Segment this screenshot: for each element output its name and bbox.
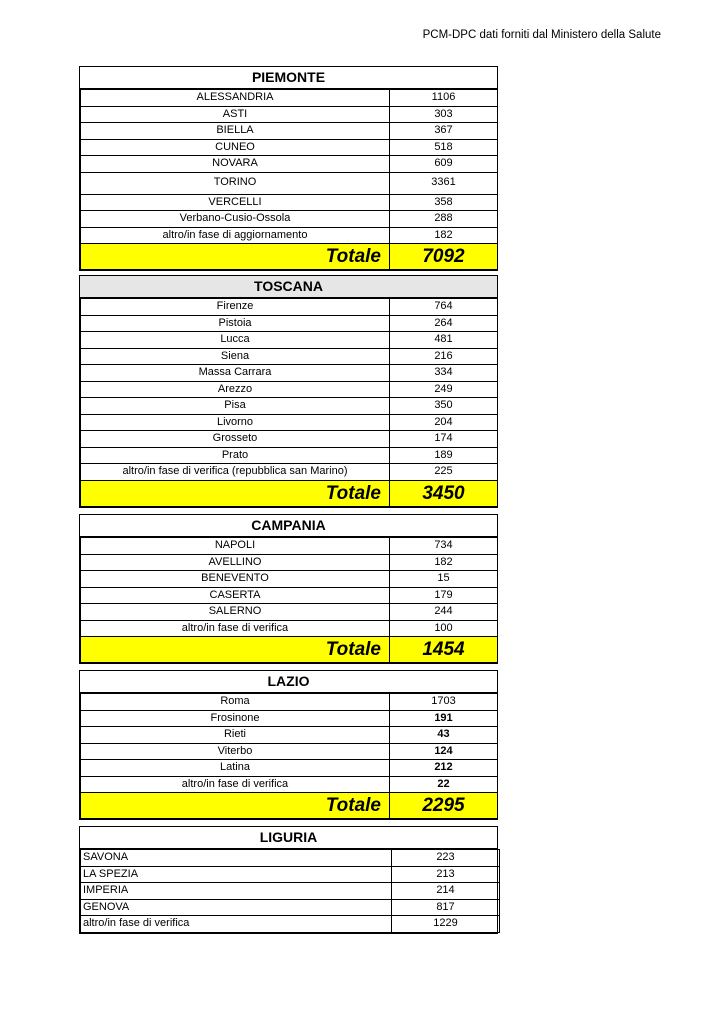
province-name: Viterbo bbox=[81, 743, 390, 760]
table-row bbox=[81, 604, 498, 621]
table-row bbox=[81, 587, 498, 604]
province-value: 518 bbox=[390, 139, 498, 156]
province-value: 1106 bbox=[390, 90, 498, 107]
province-value: 367 bbox=[390, 123, 498, 140]
province-name: Livorno bbox=[81, 414, 390, 431]
table-row bbox=[81, 106, 498, 123]
province-value: 43 bbox=[390, 727, 498, 744]
total-row bbox=[81, 244, 498, 270]
total-value: 1454 bbox=[390, 637, 498, 663]
table-row bbox=[81, 398, 498, 415]
table-row bbox=[81, 710, 498, 727]
province-value: 350 bbox=[390, 398, 498, 415]
province-name: altro/in fase di aggiornamento bbox=[81, 227, 390, 244]
region-title: TOSCANA bbox=[80, 276, 497, 298]
province-name: Siena bbox=[81, 348, 390, 365]
province-value: 609 bbox=[390, 156, 498, 173]
province-value: 244 bbox=[390, 604, 498, 621]
table-row bbox=[81, 365, 498, 382]
table-row bbox=[81, 571, 498, 588]
province-name: BIELLA bbox=[81, 123, 390, 140]
province-value: 213 bbox=[392, 866, 500, 883]
table-row bbox=[81, 156, 498, 173]
province-name: Lucca bbox=[81, 332, 390, 349]
total-row bbox=[81, 637, 498, 663]
region-table-piemonte bbox=[79, 66, 498, 271]
region-title: LIGURIA bbox=[80, 827, 497, 849]
province-value: 204 bbox=[390, 414, 498, 431]
province-name: IMPERIA bbox=[81, 883, 392, 900]
table-row bbox=[81, 315, 498, 332]
table-row bbox=[81, 916, 500, 933]
province-value: 100 bbox=[390, 620, 498, 637]
province-value: 1229 bbox=[392, 916, 500, 933]
province-name: Massa Carrara bbox=[81, 365, 390, 382]
province-value: 303 bbox=[390, 106, 498, 123]
province-name: LA SPEZIA bbox=[81, 866, 392, 883]
province-name: SAVONA bbox=[81, 850, 392, 867]
province-value: 249 bbox=[390, 381, 498, 398]
table-row bbox=[81, 332, 498, 349]
total-value: 2295 bbox=[390, 793, 498, 819]
province-value: 191 bbox=[390, 710, 498, 727]
table-row bbox=[81, 727, 498, 744]
total-label: Totale bbox=[81, 480, 390, 506]
province-value: 817 bbox=[392, 899, 500, 916]
province-value: 179 bbox=[390, 587, 498, 604]
province-name: ASTI bbox=[81, 106, 390, 123]
region-title: LAZIO bbox=[80, 671, 497, 693]
table-row bbox=[81, 776, 498, 793]
province-name: BENEVENTO bbox=[81, 571, 390, 588]
province-value: 264 bbox=[390, 315, 498, 332]
province-name: GENOVA bbox=[81, 899, 392, 916]
table-row bbox=[81, 554, 498, 571]
province-name: altro/in fase di verifica (repubblica san Marino) bbox=[81, 464, 390, 481]
table-row bbox=[81, 172, 498, 194]
region-title: PIEMONTE bbox=[80, 67, 497, 89]
total-label: Totale bbox=[81, 637, 390, 663]
province-value: 182 bbox=[390, 227, 498, 244]
region-table-liguria bbox=[79, 826, 498, 934]
province-value: 182 bbox=[390, 554, 498, 571]
region-table-campania bbox=[79, 514, 498, 664]
total-label: Totale bbox=[81, 244, 390, 270]
province-name: Grosseto bbox=[81, 431, 390, 448]
province-value: 15 bbox=[390, 571, 498, 588]
province-name: Rieti bbox=[81, 727, 390, 744]
province-name: CUNEO bbox=[81, 139, 390, 156]
province-value: 225 bbox=[390, 464, 498, 481]
total-row bbox=[81, 793, 498, 819]
table-row bbox=[81, 743, 498, 760]
region-title: CAMPANIA bbox=[80, 515, 497, 537]
province-value: 124 bbox=[390, 743, 498, 760]
region-table-toscana bbox=[79, 275, 498, 508]
table-row bbox=[81, 414, 498, 431]
table-row bbox=[81, 139, 498, 156]
province-value: 3361 bbox=[390, 172, 498, 194]
province-name: AVELLINO bbox=[81, 554, 390, 571]
province-value: 223 bbox=[392, 850, 500, 867]
province-name: CASERTA bbox=[81, 587, 390, 604]
province-name: ALESSANDRIA bbox=[81, 90, 390, 107]
table-row bbox=[81, 194, 498, 211]
province-name: TORINO bbox=[81, 172, 390, 194]
province-name: Arezzo bbox=[81, 381, 390, 398]
province-name: Roma bbox=[81, 694, 390, 711]
province-name: NAPOLI bbox=[81, 538, 390, 555]
province-value: 212 bbox=[390, 760, 498, 777]
province-name: Pisa bbox=[81, 398, 390, 415]
province-name: altro/in fase di verifica bbox=[81, 776, 390, 793]
province-name: Verbano-Cusio-Ossola bbox=[81, 211, 390, 228]
province-value: 481 bbox=[390, 332, 498, 349]
province-name: Prato bbox=[81, 447, 390, 464]
table-row bbox=[81, 123, 498, 140]
table-row bbox=[81, 211, 498, 228]
province-name: Firenze bbox=[81, 299, 390, 316]
table-row bbox=[81, 90, 498, 107]
table-row bbox=[81, 348, 498, 365]
province-name: Latina bbox=[81, 760, 390, 777]
province-name: NOVARA bbox=[81, 156, 390, 173]
province-value: 734 bbox=[390, 538, 498, 555]
total-value: 7092 bbox=[390, 244, 498, 270]
total-row bbox=[81, 480, 498, 506]
province-name: altro/in fase di verifica bbox=[81, 620, 390, 637]
table-row bbox=[81, 538, 498, 555]
total-label: Totale bbox=[81, 793, 390, 819]
province-name: Pistoia bbox=[81, 315, 390, 332]
table-row bbox=[81, 447, 498, 464]
province-value: 334 bbox=[390, 365, 498, 382]
table-row bbox=[81, 299, 498, 316]
table-row bbox=[81, 899, 500, 916]
table-row bbox=[81, 431, 498, 448]
table-row bbox=[81, 760, 498, 777]
province-name: VERCELLI bbox=[81, 194, 390, 211]
table-row bbox=[81, 694, 498, 711]
province-value: 216 bbox=[390, 348, 498, 365]
total-value: 3450 bbox=[390, 480, 498, 506]
province-value: 1703 bbox=[390, 694, 498, 711]
province-value: 174 bbox=[390, 431, 498, 448]
table-row bbox=[81, 464, 498, 481]
province-value: 214 bbox=[392, 883, 500, 900]
region-table-lazio bbox=[79, 670, 498, 820]
province-value: 288 bbox=[390, 211, 498, 228]
province-name: altro/in fase di verifica bbox=[81, 916, 392, 933]
province-value: 764 bbox=[390, 299, 498, 316]
table-row bbox=[81, 381, 498, 398]
province-name: Frosinone bbox=[81, 710, 390, 727]
table-row bbox=[81, 850, 500, 867]
province-value: 22 bbox=[390, 776, 498, 793]
table-row bbox=[81, 866, 500, 883]
table-row bbox=[81, 620, 498, 637]
province-value: 189 bbox=[390, 447, 498, 464]
table-row bbox=[81, 883, 500, 900]
table-row bbox=[81, 227, 498, 244]
page-header: PCM-DPC dati forniti dal Ministero della Salute bbox=[422, 29, 661, 41]
province-value: 358 bbox=[390, 194, 498, 211]
province-name: SALERNO bbox=[81, 604, 390, 621]
